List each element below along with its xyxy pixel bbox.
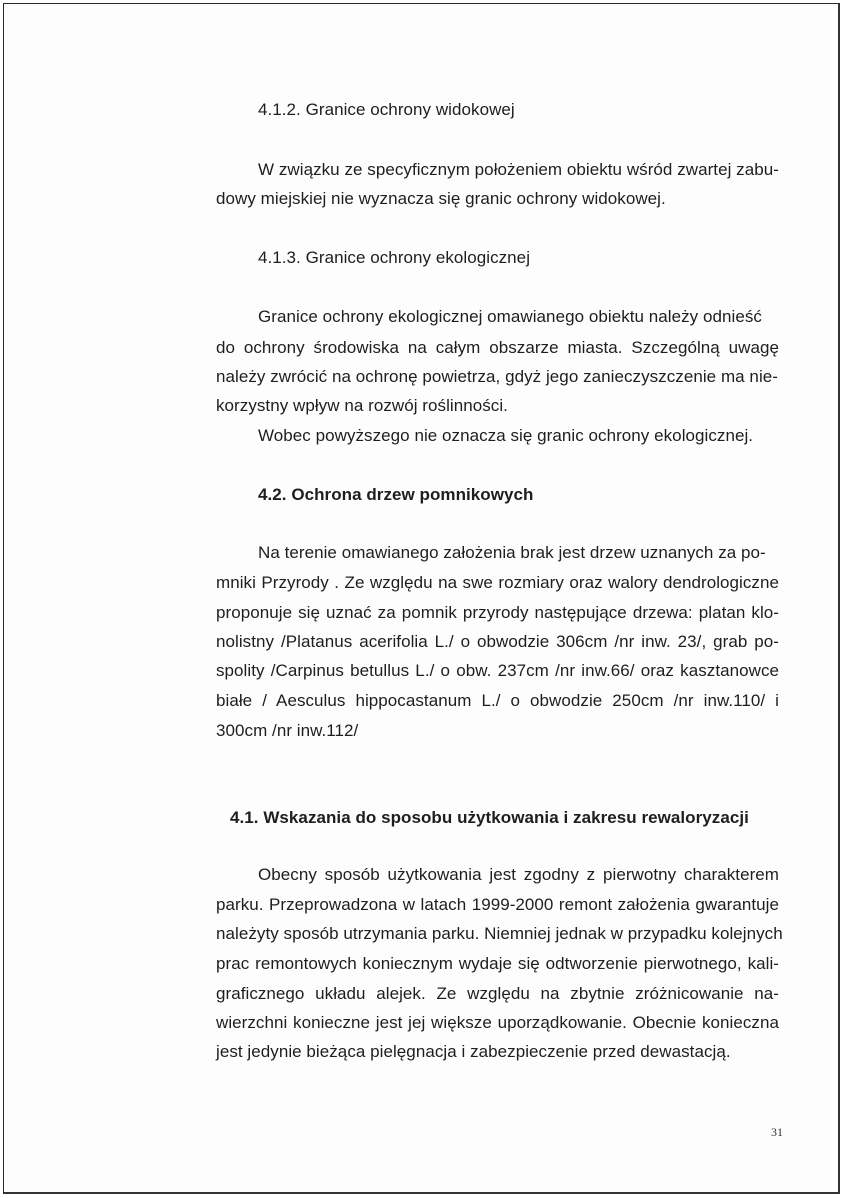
- paragraph-line: Na terenie omawianego założenia brak jest drzew uznanych za po-: [258, 543, 766, 562]
- paragraph-line: parku. Przeprowadzona w latach 1999-2000 remont założenia gwarantuje: [216, 895, 779, 914]
- paragraph-line: dowy miejskiej nie wyznacza się granic ochrony widokowej.: [216, 189, 666, 208]
- paragraph-line: proponuje się uznać za pomnik przyrody następujące drzewa: platan klo-: [216, 603, 779, 622]
- section-heading-4-1: 4.1. Wskazania do sposobu użytkowania i zakresu rewaloryzacji: [230, 808, 749, 827]
- section-heading-4-2: 4.2. Ochrona drzew pomnikowych: [258, 485, 534, 504]
- paragraph-line: spolity /Carpinus betullus L./ o obw. 237cm /nr inw.66/ oraz kasztanowce: [216, 661, 779, 680]
- paragraph-line: nolistny /Platanus acerifolia L./ o obwodzie 306cm /nr inw. 23/, grab po-: [216, 632, 779, 651]
- page-number: 31: [771, 1125, 784, 1139]
- paragraph-line: należyty sposób utrzymania parku. Niemniej jednak w przypadku kolejnych: [216, 924, 783, 943]
- section-heading-4-1-3: 4.1.3. Granice ochrony ekologicznej: [258, 248, 531, 267]
- paragraph-line: Wobec powyższego nie oznacza się granic ochrony ekologicznej.: [258, 426, 754, 445]
- paragraph-line: białe / Aesculus hippocastanum L./ o obwodzie 250cm /nr inw.110/ i: [216, 691, 779, 710]
- section-heading-4-1-2: 4.1.2. Granice ochrony widokowej: [258, 100, 515, 119]
- paragraph-line: Granice ochrony ekologicznej omawianego obiektu należy odnieść: [258, 307, 762, 326]
- paragraph-line: jest jedynie bieżąca pielęgnacja i zabezpieczenie przed dewastacją.: [216, 1042, 731, 1061]
- paragraph-line: wierzchni konieczne jest jej większe uporządkowanie. Obecnie konieczna: [216, 1013, 779, 1032]
- paragraph-line: należy zwrócić na ochronę powietrza, gdyż jego zanieczyszczenie ma nie-: [216, 367, 778, 386]
- paragraph-line: korzystny wpływ na rozwój roślinności.: [216, 396, 508, 415]
- paragraph-line: mniki Przyrody . Ze względu na swe rozmiary oraz walory dendrologiczne: [216, 573, 779, 592]
- paragraph-line: do ochrony środowiska na całym obszarze miasta. Szczególną uwagę: [216, 338, 779, 357]
- paragraph-line: graficznego układu alejek. Ze względu na zbytnie zróżnicowanie na-: [216, 984, 779, 1003]
- paragraph-line: 300cm /nr inw.112/: [216, 721, 359, 740]
- paragraph-line: Obecny sposób użytkowania jest zgodny z pierwotny charakterem: [258, 865, 779, 884]
- paragraph-line: W związku ze specyficznym położeniem obiektu wśród zwartej zabu-: [258, 160, 779, 179]
- paragraph-line: prac remontowych koniecznym wydaje się odtworzenie pierwotnego, kali-: [216, 954, 779, 973]
